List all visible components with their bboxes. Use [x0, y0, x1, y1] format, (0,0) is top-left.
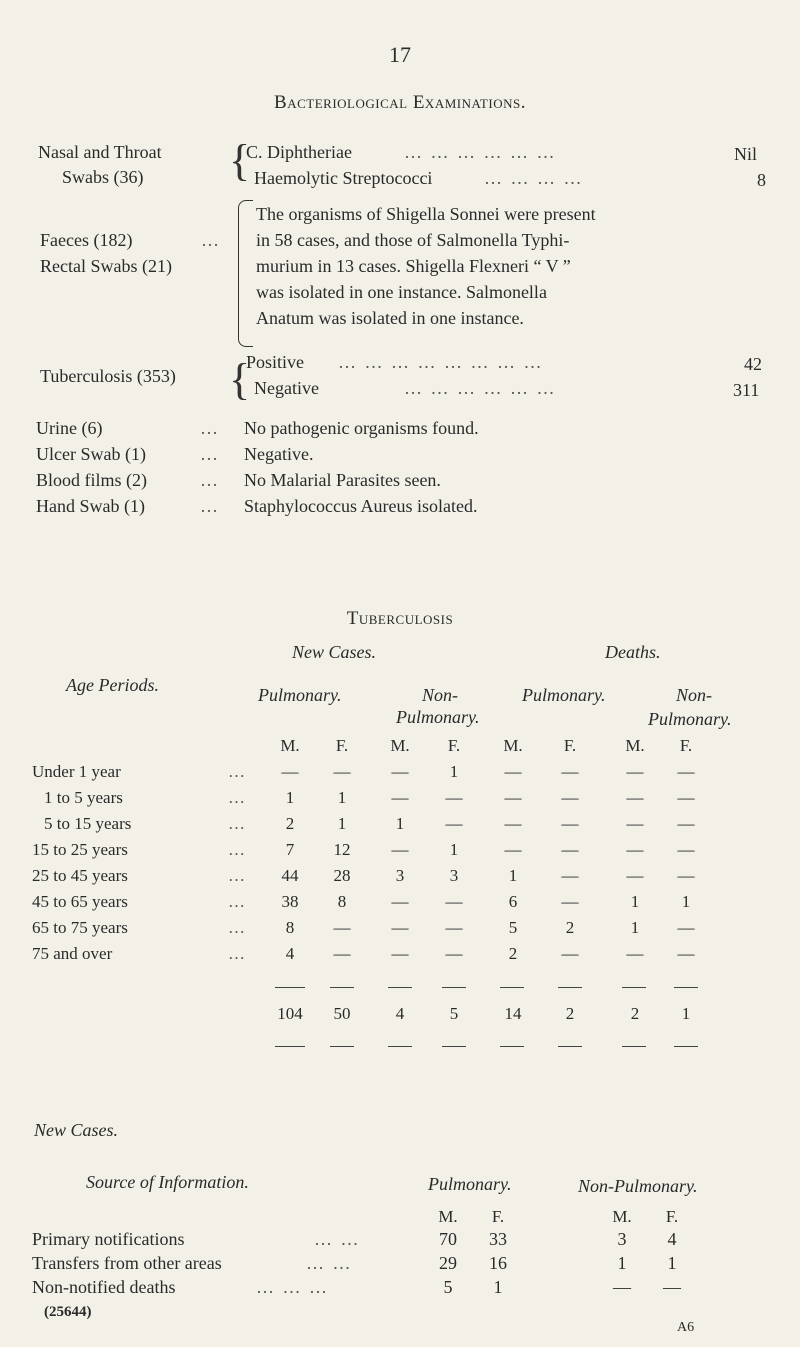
- table-cell: —: [504, 762, 522, 781]
- leader-dots: …: [201, 230, 221, 250]
- tb-col-m: M.: [390, 736, 410, 755]
- faeces-text-line-4: Anatum was isolated in one instance.: [256, 308, 524, 328]
- table-cell: 5: [443, 1277, 453, 1297]
- total-rule: [275, 1046, 305, 1047]
- table-cell: —: [333, 944, 351, 963]
- nasal-brace: {: [229, 136, 251, 185]
- tb-col-f: F.: [679, 736, 693, 755]
- table-cell: 5: [508, 918, 518, 937]
- leader-dots: … …: [306, 1253, 353, 1273]
- nc-col-m: M.: [612, 1207, 632, 1226]
- table-cell: 1: [493, 1277, 503, 1297]
- table-cell: —: [626, 840, 644, 859]
- total-rule: [674, 987, 698, 988]
- total-rule: [442, 1046, 466, 1047]
- total-rule: [330, 1046, 354, 1047]
- table-cell: —: [677, 788, 695, 807]
- total-rule: [500, 987, 524, 988]
- nc-col-f: F.: [491, 1207, 505, 1226]
- tb-exam-item-0-value: 42: [744, 354, 762, 374]
- table-cell: 8: [337, 892, 347, 911]
- page-footer-left: (25644): [44, 1304, 92, 1320]
- tb-col-m: M.: [280, 736, 300, 755]
- leader-dots: …: [228, 892, 245, 911]
- age-period-label: 65 to 75 years: [32, 918, 128, 937]
- source-label: Non-notified deaths: [32, 1277, 176, 1297]
- table-cell: —: [281, 762, 299, 781]
- tb-deaths-non-header-line1: Non-: [676, 685, 712, 705]
- faeces-brace-bottom: [238, 274, 253, 347]
- age-period-label: 5 to 15 years: [44, 814, 132, 833]
- table-cell: —: [561, 788, 579, 807]
- table-row: [0, 1253, 800, 1279]
- faeces-text-line-0: The organisms of Shigella Sonnei were present: [256, 204, 596, 224]
- table-cell: —: [626, 814, 644, 833]
- table-cell: —: [504, 840, 522, 859]
- table-row: [0, 762, 800, 788]
- table-cell: 2: [565, 918, 575, 937]
- table-cell: 70: [439, 1229, 457, 1249]
- other-2-result: No Malarial Parasites seen.: [244, 470, 441, 490]
- tb-group-deaths: Deaths.: [605, 642, 661, 662]
- table-cell: —: [677, 918, 695, 937]
- tb-col-m: M.: [625, 736, 645, 755]
- leader-dots: …: [228, 814, 245, 833]
- tb-total-cell: 2: [565, 1004, 575, 1023]
- table-cell: —: [445, 814, 463, 833]
- table-cell: —: [504, 814, 522, 833]
- other-0-result: No pathogenic organisms found.: [244, 418, 479, 438]
- table-cell: —: [677, 840, 695, 859]
- table-cell: —: [445, 788, 463, 807]
- faeces-text-line-1: in 58 cases, and those of Salmonella Typhi-: [256, 230, 570, 250]
- total-rule: [558, 987, 582, 988]
- table-cell: 1: [681, 892, 691, 911]
- table-cell: 1: [449, 840, 459, 859]
- other-1-label: Ulcer Swab (1): [36, 444, 146, 464]
- tb-col-m: M.: [503, 736, 523, 755]
- table-cell: 3: [449, 866, 459, 885]
- table-cell: —: [613, 1277, 631, 1297]
- age-period-label: 15 to 25 years: [32, 840, 128, 859]
- tb-new-non-header-line2: Pulmonary.: [396, 707, 480, 727]
- table-cell: 6: [508, 892, 518, 911]
- leader-dots: …: [200, 444, 220, 464]
- table-cell: 1: [508, 866, 518, 885]
- table-cell: —: [445, 918, 463, 937]
- nasal-label-line2: Swabs (36): [62, 167, 144, 187]
- leader-dots: … … …: [256, 1277, 329, 1297]
- faeces-label-line1: Faeces (182): [40, 230, 133, 250]
- table-cell: —: [445, 892, 463, 911]
- age-period-label: 45 to 65 years: [32, 892, 128, 911]
- tb-group-new-cases: New Cases.: [292, 642, 377, 662]
- table-cell: —: [677, 944, 695, 963]
- nc-col-f: F.: [665, 1207, 679, 1226]
- age-period-label: 25 to 45 years: [32, 866, 128, 885]
- leader-dots: …: [200, 418, 220, 438]
- leader-dots: … … … … … …: [404, 378, 557, 398]
- table-cell: 1: [449, 762, 459, 781]
- table-cell: 16: [489, 1253, 507, 1273]
- table-cell: —: [561, 866, 579, 885]
- tb-table-title: Tuberculosis: [346, 608, 454, 629]
- tb-total-cell: 104: [277, 1004, 303, 1023]
- new-cases-pulmonary-header: Pulmonary.: [428, 1174, 512, 1194]
- new-cases-non-pulmonary-header: Non-Pulmonary.: [578, 1176, 698, 1196]
- total-rule: [622, 987, 646, 988]
- total-rule: [442, 987, 466, 988]
- tb-new-non-header-line1: Non-: [422, 685, 458, 705]
- new-cases-title: New Cases.: [34, 1120, 119, 1140]
- table-cell: 44: [281, 866, 299, 885]
- table-cell: —: [391, 892, 409, 911]
- table-cell: 3: [395, 866, 405, 885]
- tb-exam-label: Tuberculosis (353): [40, 366, 176, 386]
- table-cell: —: [561, 944, 579, 963]
- tb-deaths-non-header-line2: Pulmonary.: [648, 709, 732, 729]
- tb-subheader-row: [0, 736, 800, 762]
- table-row: [0, 1277, 800, 1303]
- faeces-text-line-3: was isolated in one instance. Salmonella: [256, 282, 547, 302]
- source-header: Source of Information.: [86, 1172, 249, 1192]
- table-row: [0, 840, 800, 866]
- table-cell: —: [561, 840, 579, 859]
- table-cell: 1: [285, 788, 295, 807]
- leader-dots: … … … … … …: [404, 142, 557, 162]
- faeces-brace-top: [238, 200, 253, 275]
- table-cell: 1: [337, 814, 347, 833]
- leader-dots: …: [228, 866, 245, 885]
- table-cell: 28: [333, 866, 351, 885]
- table-cell: —: [677, 762, 695, 781]
- table-cell: 7: [285, 840, 295, 859]
- table-cell: —: [626, 788, 644, 807]
- table-cell: —: [626, 866, 644, 885]
- table-cell: —: [677, 814, 695, 833]
- table-cell: —: [504, 788, 522, 807]
- total-rule: [674, 1046, 698, 1047]
- table-cell: 38: [281, 892, 299, 911]
- table-cell: 3: [617, 1229, 627, 1249]
- tb-total-cell: 4: [395, 1004, 405, 1023]
- other-3-label: Hand Swab (1): [36, 496, 145, 516]
- table-row: [0, 866, 800, 892]
- leader-dots: …: [228, 840, 245, 859]
- table-cell: —: [626, 944, 644, 963]
- tb-col-f: F.: [563, 736, 577, 755]
- nasal-item-0-name: C. Diphtheriae: [246, 142, 352, 162]
- tb-age-header: Age Periods.: [66, 675, 159, 695]
- table-cell: —: [333, 762, 351, 781]
- nasal-item-1-value: 8: [757, 170, 766, 190]
- table-cell: 2: [285, 814, 295, 833]
- other-3-result: Staphylococcus Aureus isolated.: [244, 496, 478, 516]
- faeces-text-line-2: murium in 13 cases. Shigella Flexneri “ V ”: [256, 256, 571, 276]
- table-row: [0, 892, 800, 918]
- tb-new-pulmonary-header: Pulmonary.: [258, 685, 342, 705]
- table-cell: —: [391, 840, 409, 859]
- table-row: [0, 814, 800, 840]
- table-cell: 8: [285, 918, 295, 937]
- table-cell: —: [445, 944, 463, 963]
- tb-exam-item-0-name: Positive: [246, 352, 305, 372]
- table-cell: 1: [630, 918, 640, 937]
- tb-total-cell: 2: [630, 1004, 640, 1023]
- tb-deaths-pulmonary-header: Pulmonary.: [522, 685, 606, 705]
- faeces-label-line2: Rectal Swabs (21): [40, 256, 172, 276]
- other-2-label: Blood films (2): [36, 470, 147, 490]
- table-cell: —: [391, 788, 409, 807]
- other-1-result: Negative.: [244, 444, 314, 464]
- leader-dots: … … … …: [484, 168, 584, 188]
- table-cell: 12: [333, 840, 351, 859]
- table-row: [0, 1229, 800, 1255]
- leader-dots: … … … … … … … …: [338, 352, 544, 372]
- total-rule: [275, 987, 305, 988]
- nc-col-m: M.: [438, 1207, 458, 1226]
- total-rule: [622, 1046, 646, 1047]
- total-rule: [388, 1046, 412, 1047]
- table-cell: 33: [489, 1229, 507, 1249]
- table-row: [0, 918, 800, 944]
- leader-dots: …: [228, 788, 245, 807]
- tb-exam-brace: {: [229, 355, 251, 404]
- leader-dots: …: [228, 944, 245, 963]
- table-cell: 1: [337, 788, 347, 807]
- table-cell: 1: [667, 1253, 677, 1273]
- table-cell: —: [561, 814, 579, 833]
- tb-col-f: F.: [335, 736, 349, 755]
- tb-exam-item-1-name: Negative: [254, 378, 319, 398]
- table-cell: 4: [285, 944, 295, 963]
- tb-total-cell: 14: [504, 1004, 522, 1023]
- table-row: [0, 788, 800, 814]
- age-period-label: Under 1 year: [32, 762, 121, 781]
- table-cell: 1: [617, 1253, 627, 1273]
- age-period-label: 1 to 5 years: [44, 788, 123, 807]
- table-cell: —: [626, 762, 644, 781]
- table-cell: —: [391, 918, 409, 937]
- table-cell: 4: [667, 1229, 677, 1249]
- total-rule: [558, 1046, 582, 1047]
- table-cell: 2: [508, 944, 518, 963]
- table-cell: 1: [630, 892, 640, 911]
- table-cell: —: [333, 918, 351, 937]
- page-number: 17: [389, 42, 411, 67]
- total-rule: [388, 987, 412, 988]
- table-cell: —: [391, 762, 409, 781]
- total-rule: [500, 1046, 524, 1047]
- leader-dots: … …: [314, 1229, 361, 1249]
- source-label: Primary notifications: [32, 1229, 185, 1249]
- table-cell: 1: [395, 814, 405, 833]
- leader-dots: …: [200, 470, 220, 490]
- tb-total-cell: 1: [681, 1004, 691, 1023]
- page-footer-right: A6: [677, 1320, 695, 1335]
- table-cell: —: [677, 866, 695, 885]
- tb-col-f: F.: [447, 736, 461, 755]
- nasal-item-1-name: Haemolytic Streptococci: [254, 168, 433, 188]
- total-rule: [330, 987, 354, 988]
- leader-dots: …: [200, 496, 220, 516]
- table-cell: 29: [439, 1253, 457, 1273]
- table-row: [0, 944, 800, 970]
- other-0-label: Urine (6): [36, 418, 103, 438]
- leader-dots: …: [228, 762, 245, 781]
- table-cell: —: [561, 892, 579, 911]
- nasal-item-0-value: Nil: [734, 144, 758, 164]
- tb-total-cell: 5: [449, 1004, 459, 1023]
- table-cell: —: [391, 944, 409, 963]
- section-title: Bacteriological Examinations.: [274, 92, 526, 113]
- tb-totals-row: [0, 1004, 800, 1030]
- source-label: Transfers from other areas: [32, 1253, 222, 1273]
- age-period-label: 75 and over: [32, 944, 113, 963]
- nasal-label-line1: Nasal and Throat: [38, 142, 162, 162]
- leader-dots: …: [228, 918, 245, 937]
- tb-total-cell: 50: [333, 1004, 351, 1023]
- table-cell: —: [561, 762, 579, 781]
- table-cell: —: [663, 1277, 681, 1297]
- tb-exam-item-1-value: 311: [733, 380, 760, 400]
